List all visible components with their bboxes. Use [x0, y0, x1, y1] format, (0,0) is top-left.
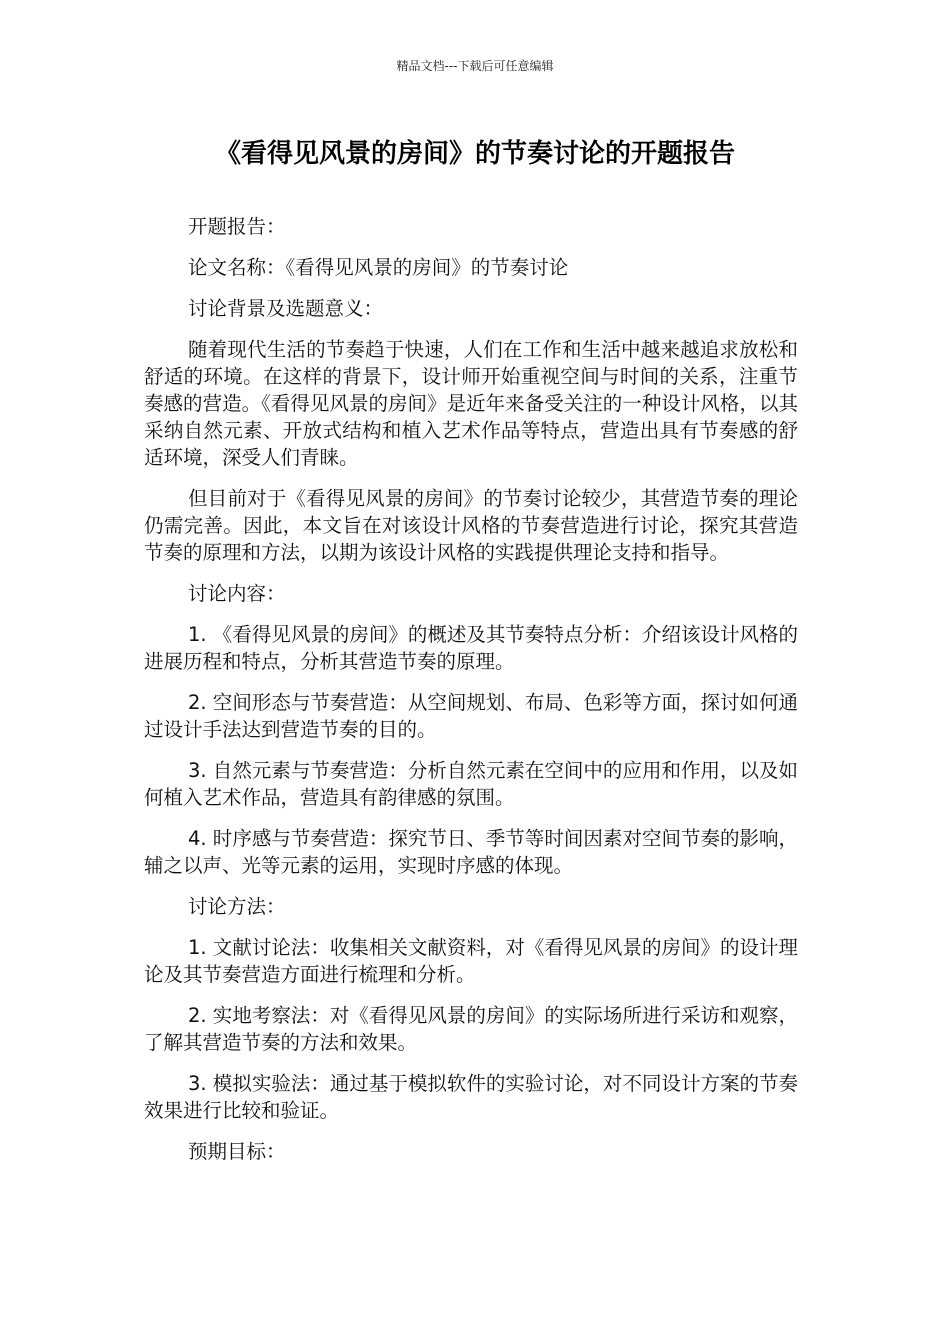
paragraph-thesis-name: 论文名称：《看得见风景的房间》的节奏讨论	[188, 256, 569, 279]
paragraph-content-heading: 讨论内容：	[188, 582, 286, 605]
paragraph-background-1: 随着现代生活的节奏趋于快速，人们在工作和生活中越来越追求放松和舒适的环境。在这样的背景下，设计师开始重视空间与时间的关系，注重节奏感的营造。《看得见风景的房间》是近年来备受关注的一种设计风格，以其采纳自然元素、开放式结构和植入艺术作品等特点，营造出具有节奏感的舒适环境，深受人们青睐。	[144, 338, 798, 469]
paragraph-method-heading: 讨论方法：	[188, 895, 286, 918]
paragraph-content-item-2: 2. 空间形态与节奏营造：从空间规划、布局、色彩等方面，探讨如何通过设计手法达到营造节奏的目的。	[144, 691, 798, 741]
document-title: 《看得见风景的房间》的节奏讨论的开题报告	[214, 139, 735, 169]
document-body	[144, 213, 798, 1179]
paragraph-method-item-3: 3. 模拟实验法：通过基于模拟软件的实验讨论，对不同设计方案的节奏效果进行比较和验证。	[144, 1072, 798, 1122]
paragraph-content-item-1: 1. 《看得见风景的房间》的概述及其节奏特点分析：介绍该设计风格的进展历程和特点，分析其营造节奏的原理。	[144, 623, 798, 673]
paragraph-background-2: 但目前对于《看得见风景的房间》的节奏讨论较少，其营造节奏的理论仍需完善。因此，本文旨在对该设计风格的节奏营造进行讨论，探究其营造节奏的原理和方法，以期为该设计风格的实践提供理论支持和指导。	[144, 487, 798, 564]
paragraph-content-item-3: 3. 自然元素与节奏营造：分析自然元素在空间中的应用和作用，以及如何植入艺术作品，营造具有韵律感的氛围。	[144, 759, 798, 809]
paragraph-report-heading: 开题报告：	[188, 215, 286, 238]
paragraph-goal-heading: 预期目标：	[188, 1140, 286, 1163]
paragraph-method-item-2: 2. 实地考察法：对《看得见风景的房间》的实际场所进行采访和观察，了解其营造节奏的方法和效果。	[144, 1004, 798, 1054]
header-note: 精品文档---下载后可任意编辑	[396, 59, 554, 73]
paragraph-method-item-1: 1. 文献讨论法：收集相关文献资料，对《看得见风景的房间》的设计理论及其节奏营造方面进行梳理和分析。	[144, 936, 798, 986]
paragraph-content-item-4: 4. 时序感与节奏营造：探究节日、季节等时间因素对空间节奏的影响，辅之以声、光等元素的运用，实现时序感的体现。	[144, 827, 798, 877]
paragraph-background-heading: 讨论背景及选题意义：	[188, 297, 384, 320]
